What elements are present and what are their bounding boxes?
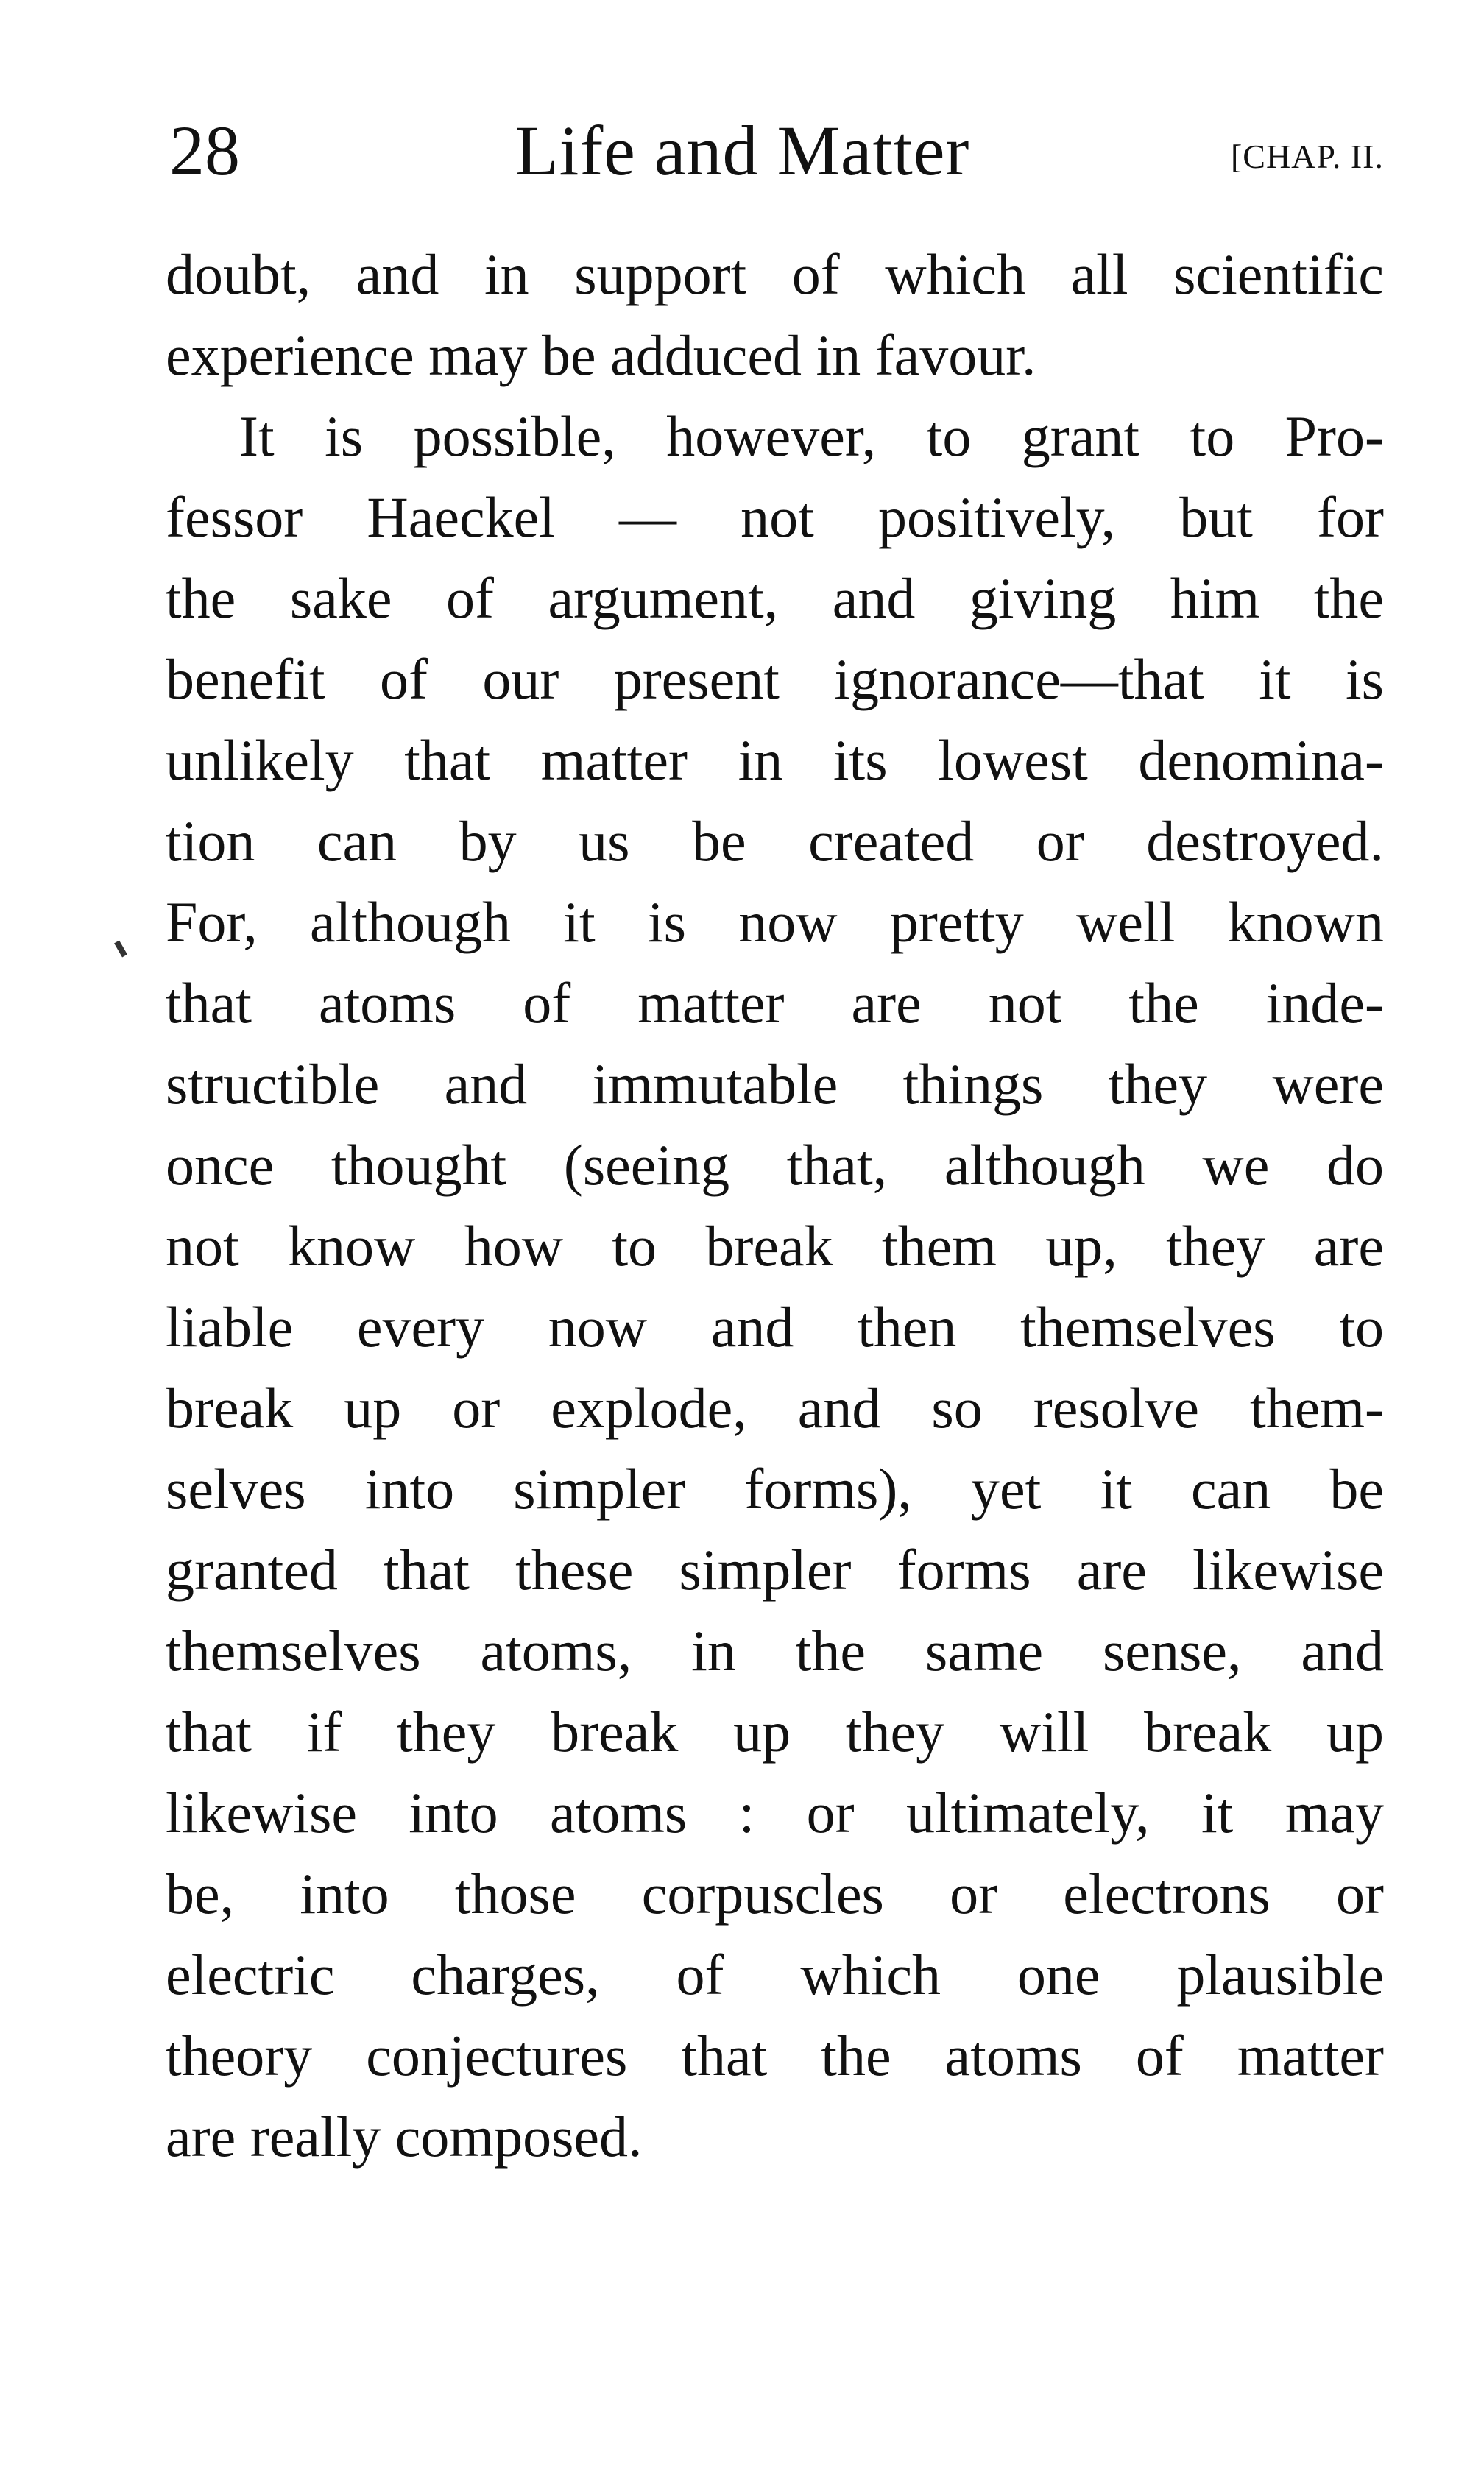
margin-mark [114,940,127,957]
page-number: 28 [169,111,240,190]
text-line: structible and immutable things they were [166,1052,1384,1116]
text-line: that if they break up they will break up [166,1700,1384,1764]
text-line: themselves atoms, in the same sense, and [166,1619,1384,1683]
text-line: that atoms of matter are not the inde- [166,971,1384,1035]
running-title: Life and Matter [515,111,970,190]
text-line: unlikely that matter in its lowest denomina- [166,728,1384,792]
text-line: are really composed. [166,2104,643,2169]
text-line: benefit of our present ignorance—that it is [166,647,1384,711]
text-line: fessor Haeckel — not positively, but for [166,485,1384,549]
text-line: experience may be adduced in favour. [166,323,1036,387]
text-line: electric charges, of which one plausible [166,1943,1384,2007]
text-line: likewise into atoms : or ultimately, it may [166,1781,1384,1845]
text-line: be, into those corpuscles or electrons or [166,1862,1384,1926]
text-line: the sake of argument, and giving him the [166,566,1384,630]
text-line: not know how to break them up, they are [166,1214,1384,1278]
paragraph-first-line: It is possible, however, to grant to Pro- [239,404,1384,468]
text-line: theory conjectures that the atoms of matter [166,2024,1384,2088]
text-line: break up or explode, and so resolve them- [166,1376,1384,1440]
running-header [169,103,1384,199]
text-line: tion can by us be created or destroyed. [166,809,1384,873]
text-line: selves into simpler forms), yet it can be [166,1457,1384,1521]
body-text [166,234,1384,2177]
text-line: granted that these simpler forms are likewise [166,1538,1384,1602]
text-line: doubt, and in support of which all scientific [166,242,1384,306]
text-line: once thought (seeing that, although we do [166,1133,1384,1197]
text-line: liable every now and then themselves to [166,1295,1384,1359]
chapter-reference: [CHAP. II. [1230,138,1384,175]
text-line: For, although it is now pretty well known [166,890,1384,954]
